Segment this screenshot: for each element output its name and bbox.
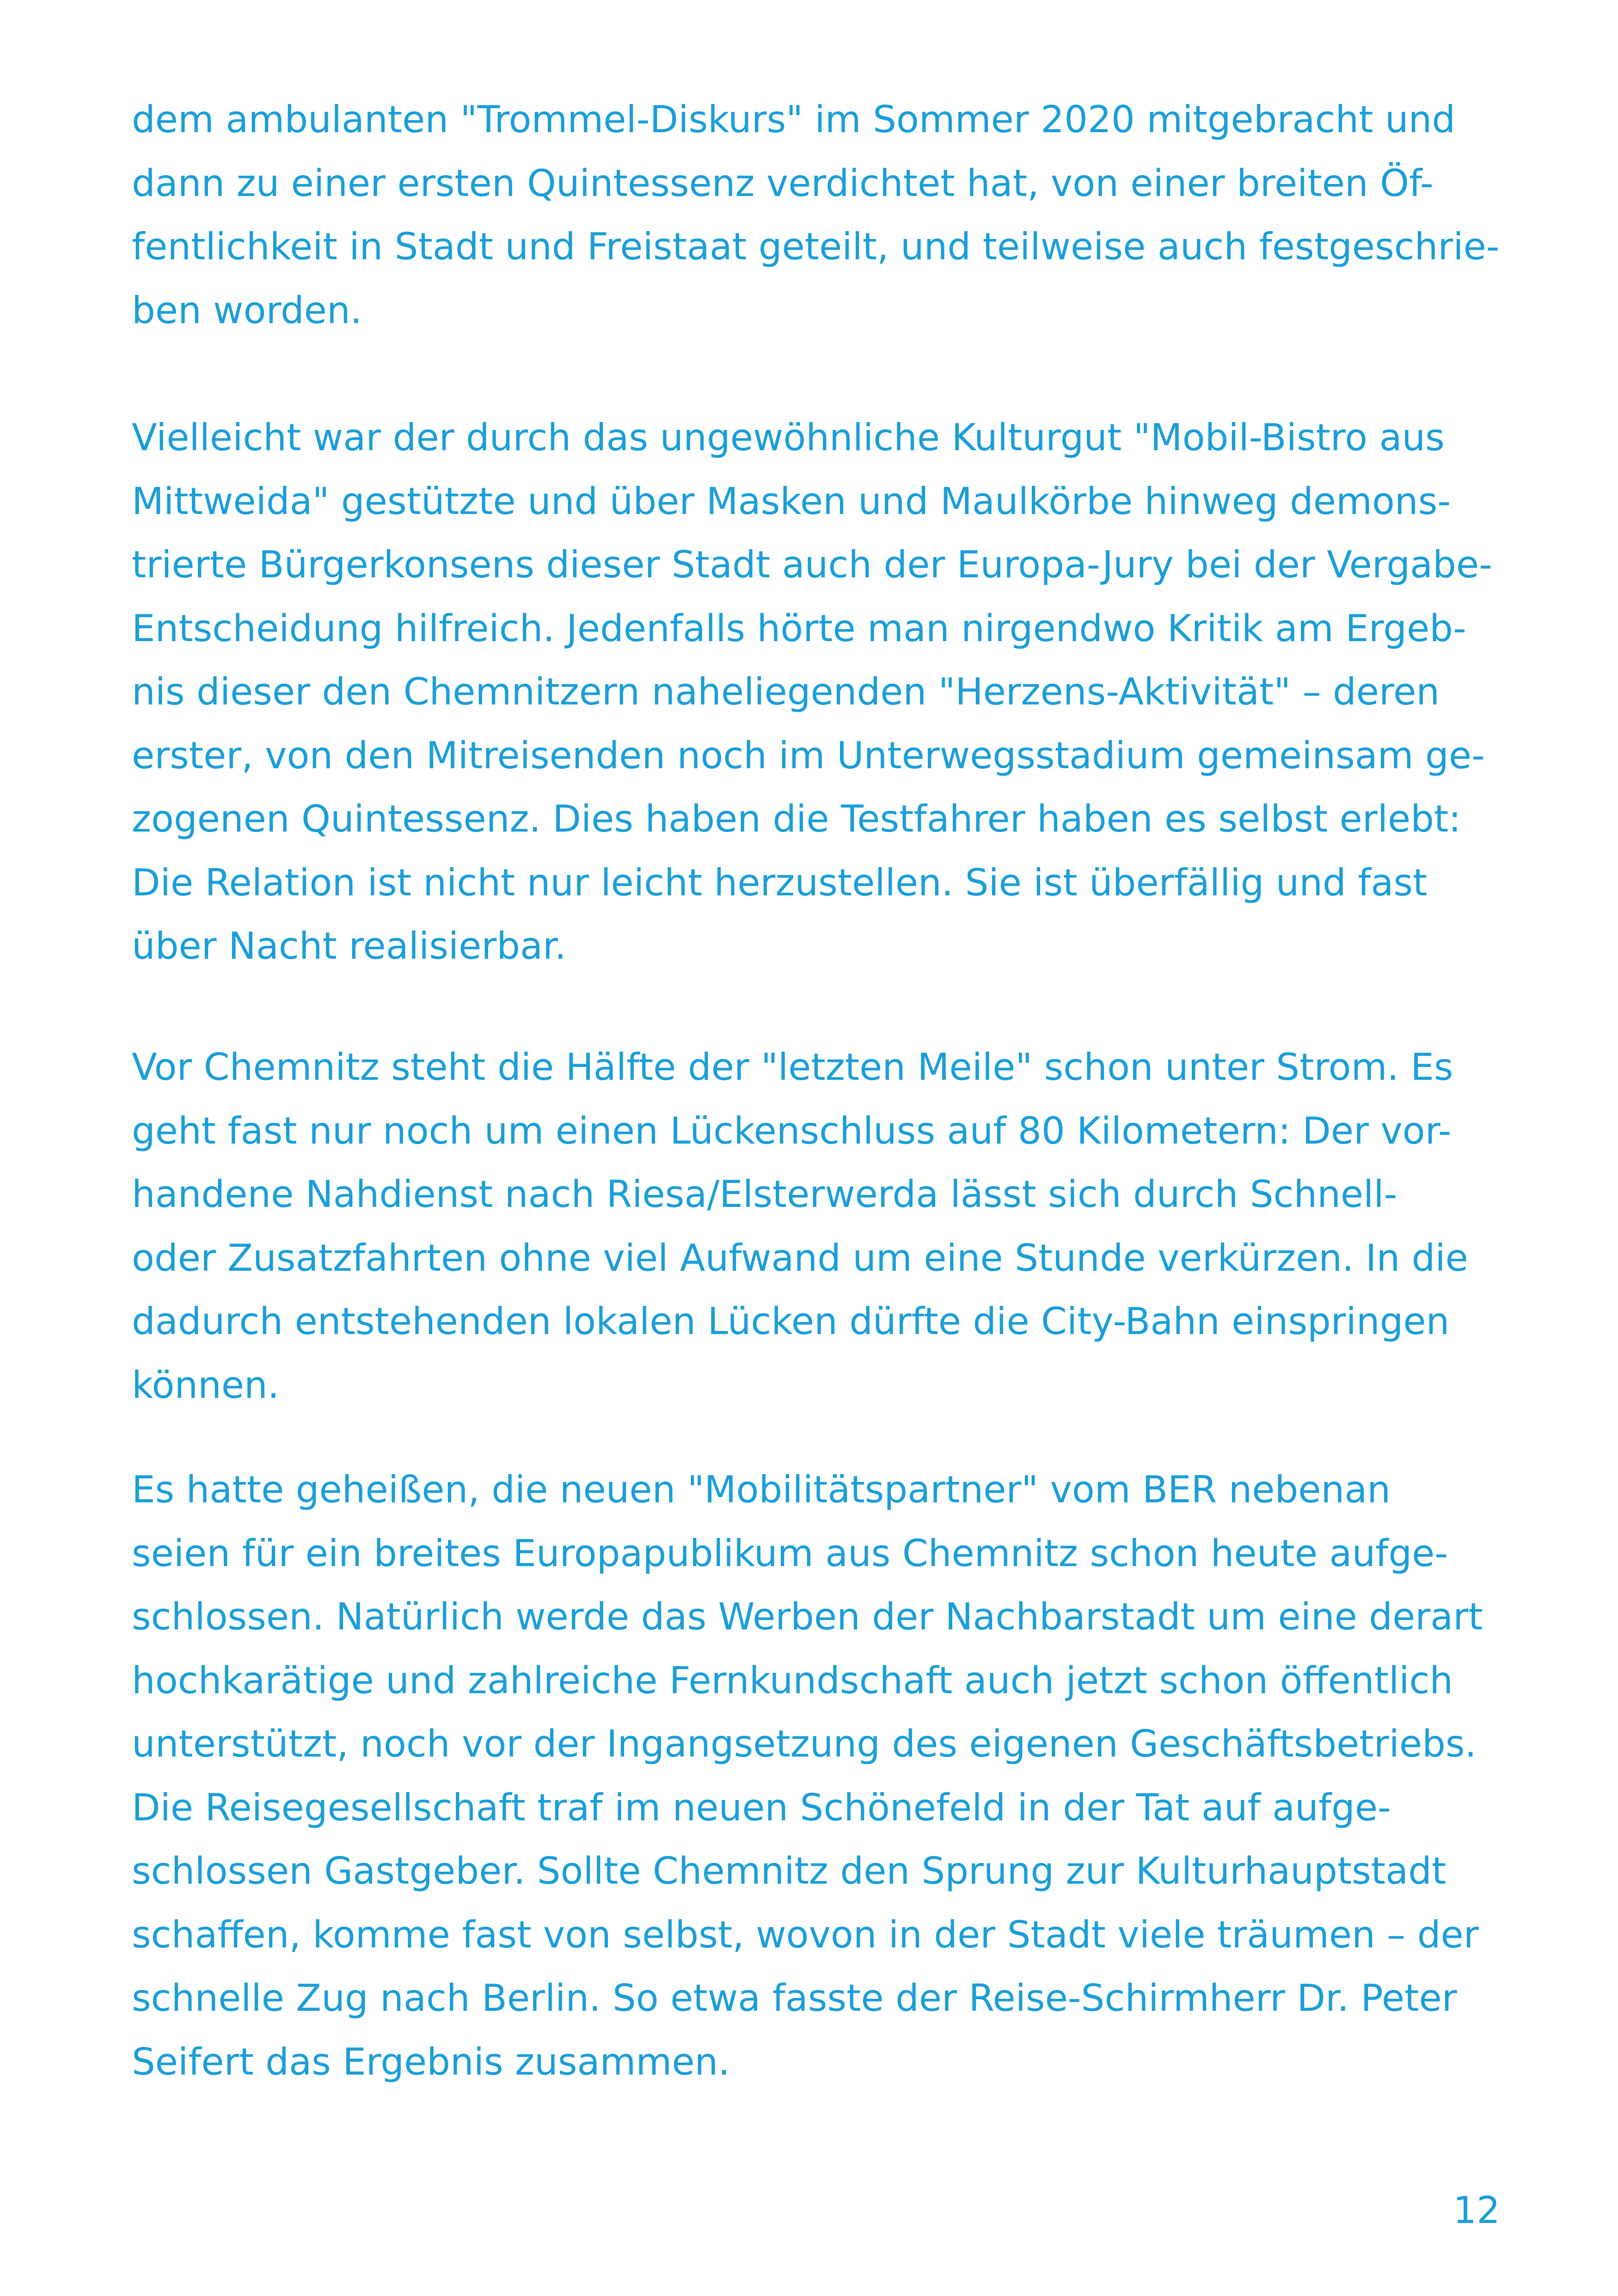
text-line: unterstützt, noch vor der Ingangsetzung des eigenen Geschäftsbetriebs. — [132, 1722, 1477, 1765]
text-line: seien für ein breites Europapublikum aus Chemnitz schon heute aufge- — [132, 1531, 1448, 1575]
text-line: dadurch entstehenden lokalen Lücken dürfte die City-Bahn einspringen — [132, 1300, 1450, 1343]
text-line: fentlichkeit in Stadt und Freistaat geteilt, und teilweise auch festgeschrie- — [132, 225, 1500, 268]
text-line: Seifert das Ergebnis zusammen. — [132, 2040, 730, 2083]
text-line: erster, von den Mitreisenden noch im Unterwegsstadium gemeinsam ge- — [132, 734, 1485, 777]
text-line: Vor Chemnitz steht die Hälfte der "letzten Meile" schon unter Strom. Es — [132, 1046, 1453, 1089]
text-line: ben worden. — [132, 288, 362, 332]
text-line: schnelle Zug nach Berlin. So etwa fasste der Reise-Schirmherr Dr. Peter — [132, 1977, 1457, 2020]
paragraph — [132, 1035, 1500, 1417]
text-line: handene Nahdienst nach Riesa/Elsterwerda lässt sich durch Schnell- — [132, 1173, 1397, 1216]
text-line: Die Relation ist nicht nur leicht herzustellen. Sie ist überfällig und fast — [132, 861, 1428, 904]
paragraph — [132, 88, 1500, 342]
text-line: schlossen Gastgeber. Sollte Chemnitz den Sprung zur Kulturhauptstadt — [132, 1849, 1446, 1892]
text-line: Es hatte geheißen, die neuen "Mobilitätspartner" vom BER nebenan — [132, 1468, 1391, 1511]
text-line: dem ambulanten "Trommel-Diskurs" im Sommer 2020 mitgebracht und — [132, 98, 1456, 141]
text-line: Die Reisegesellschaft traf im neuen Schönefeld in der Tat auf aufge- — [132, 1786, 1391, 1829]
text-line: trierte Bürgerkonsens dieser Stadt auch der Europa-Jury bei der Vergabe- — [132, 543, 1493, 586]
paragraph — [132, 406, 1500, 978]
text-line: Vielleicht war der durch das ungewöhnliche Kulturgut "Mobil-Bistro aus — [132, 416, 1445, 459]
text-line: nis dieser den Chemnitzern naheliegenden "Herzens-Aktivität" – deren — [132, 670, 1440, 713]
text-line: können. — [132, 1363, 280, 1407]
text-line: Mittweida" gestützte und über Masken und Maulkörbe hinweg demons- — [132, 479, 1451, 523]
text-line: Entscheidung hilfreich. Jedenfalls hörte man nirgendwo Kritik am Ergeb- — [132, 606, 1466, 650]
text-line: schaffen, komme fast von selbst, wovon in der Stadt viele träumen – der — [132, 1913, 1479, 1956]
text-line: geht fast nur noch um einen Lückenschluss auf 80 Kilometern: Der vor- — [132, 1109, 1452, 1152]
text-line: schlossen. Natürlich werde das Werben der Nachbarstadt um eine derart — [132, 1595, 1483, 1638]
page-number: 12 — [1453, 2189, 1500, 2232]
text-line: dann zu einer ersten Quintessenz verdichtet hat, von einer breiten Öf- — [132, 161, 1434, 205]
text-line: über Nacht realisierbar. — [132, 925, 566, 967]
text-line: oder Zusatzfahrten ohne viel Aufwand um eine Stunde verkürzen. In die — [132, 1236, 1468, 1280]
text-line: zogenen Quintessenz. Dies haben die Testfahrer haben es selbst erlebt: — [132, 797, 1461, 840]
paragraph — [132, 1458, 1500, 2094]
text-line: hochkarätige und zahlreiche Fernkundschaft auch jetzt schon öffentlich — [132, 1659, 1453, 1702]
